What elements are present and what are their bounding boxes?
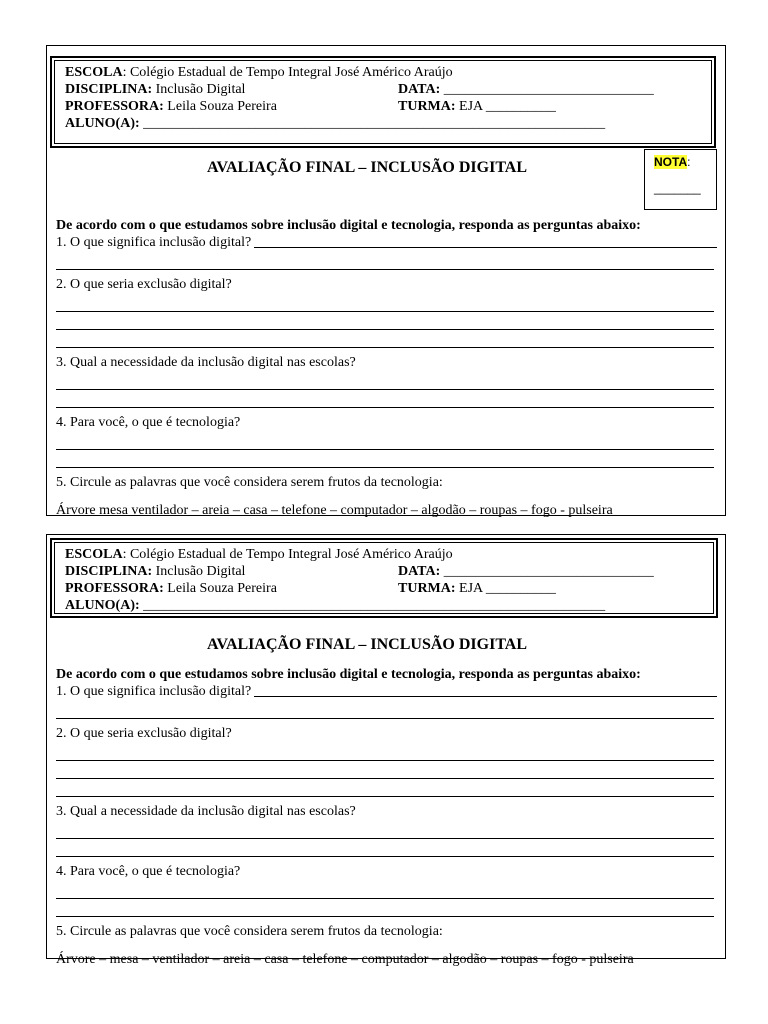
professora-label: PROFESSORA: [65,581,164,596]
escola-value: : Colégio Estadual de Tempo Integral José Américo Araújo [122,547,453,562]
answer-line[interactable] [56,881,714,899]
question-2-text: 2. O que seria exclusão digital? [56,277,232,292]
aluno-row [65,115,701,132]
answer-line[interactable] [56,839,714,857]
nota-label: NOTA [654,155,688,169]
escola-row [65,546,703,563]
exam-sheet-1 [46,45,726,516]
nota-box [644,149,717,210]
turma-field[interactable]: EJA __________ [455,99,556,114]
answer-line[interactable] [56,432,714,450]
disciplina-label: DISCIPLINA: [65,82,153,97]
disciplina-row [65,563,703,580]
disciplina-value: Inclusão Digital [152,82,246,97]
data-field[interactable]: ______________________________ [440,564,654,579]
answer-line[interactable] [254,696,717,697]
data-label: DATA: [398,564,441,579]
aluno-field[interactable]: __________________________________________________________________ [139,598,606,613]
page-title: AVALIAÇÃO FINAL – INCLUSÃO DIGITAL [206,636,528,653]
exam-sheet-2 [46,534,726,967]
word-list[interactable]: Árvore – mesa – ventilador – areia – casa – telefone – computador – algodão – roupas – fogo - pulseira [56,952,634,967]
question-1 [56,234,717,252]
aluno-row [65,597,703,614]
professora-row [65,580,703,597]
answer-line[interactable] [56,821,714,839]
answer-line[interactable] [56,743,714,761]
nota-field[interactable]: _______ [654,181,701,195]
question-5-text: 5. Circule as palavras que você considera serem frutos da tecnologia: [56,924,443,939]
header-box [50,56,716,148]
answer-line[interactable] [56,294,714,312]
escola-label: ESCOLA [65,547,123,562]
question-4-text: 4. Para você, o que é tecnologia? [56,415,241,430]
instructions: De acordo com o que estudamos sobre inclusão digital e tecnologia, responda as perguntas abaixo: [56,667,641,682]
question-3-text: 3. Qual a necessidade da inclusão digital nas escolas? [56,355,356,370]
escola-value: : Colégio Estadual de Tempo Integral José Américo Araújo [122,65,453,80]
professora-value: Leila Souza Pereira [163,99,277,114]
disciplina-row [65,81,701,98]
data-field[interactable]: ______________________________ [440,82,654,97]
answer-line[interactable] [56,450,714,468]
page-title: AVALIAÇÃO FINAL – INCLUSÃO DIGITAL [206,159,528,176]
turma-field[interactable]: EJA __________ [455,581,556,596]
aluno-field[interactable]: __________________________________________________________________ [139,116,606,131]
nota-colon: : [687,155,691,169]
aluno-label: ALUNO(A): [65,116,140,131]
answer-line[interactable] [56,701,714,719]
answer-line[interactable] [56,252,714,270]
professora-label: PROFESSORA: [65,99,164,114]
disciplina-label: DISCIPLINA: [65,564,153,579]
word-list[interactable]: Árvore mesa ventilador – areia – casa – telefone – computador – algodão – roupas – fogo - pulseira [56,503,613,518]
answer-line[interactable] [56,779,714,797]
answer-line[interactable] [56,330,714,348]
questions [56,217,717,520]
header-box [50,538,718,618]
instructions: De acordo com o que estudamos sobre inclusão digital e tecnologia, responda as perguntas abaixo: [56,218,641,233]
answer-line[interactable] [56,761,714,779]
answer-line[interactable] [56,899,714,917]
question-1-text: 1. O que significa inclusão digital? [56,235,252,250]
professora-value: Leila Souza Pereira [163,581,277,596]
aluno-label: ALUNO(A): [65,598,140,613]
answer-line[interactable] [254,247,717,248]
question-4-text: 4. Para você, o que é tecnologia? [56,864,241,879]
answer-line[interactable] [56,372,714,390]
professora-row [65,98,701,115]
turma-label: TURMA: [398,581,456,596]
question-1 [56,683,717,701]
disciplina-value: Inclusão Digital [152,564,246,579]
answer-line[interactable] [56,312,714,330]
answer-line[interactable] [56,390,714,408]
turma-label: TURMA: [398,99,456,114]
data-label: DATA: [398,82,441,97]
question-2-text: 2. O que seria exclusão digital? [56,726,232,741]
question-3-text: 3. Qual a necessidade da inclusão digital nas escolas? [56,804,356,819]
question-5-text: 5. Circule as palavras que você considera serem frutos da tecnologia: [56,475,443,490]
escola-row [65,64,701,81]
questions [56,666,717,969]
question-1-text: 1. O que significa inclusão digital? [56,684,252,699]
escola-label: ESCOLA [65,65,123,80]
